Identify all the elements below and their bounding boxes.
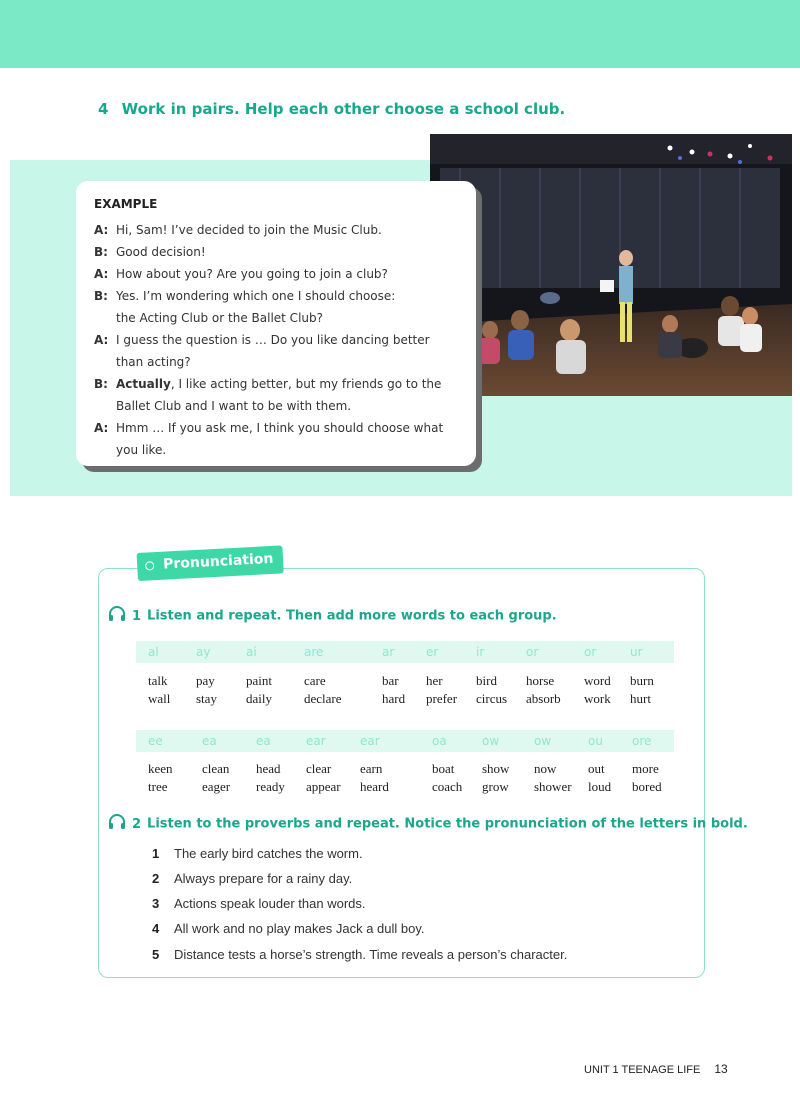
speaker-label: B: bbox=[94, 289, 108, 303]
task-text: Work in pairs. Help each other choose a school club. bbox=[121, 100, 566, 118]
exercise-instruction: Listen and repeat. Then add more words to each group. bbox=[147, 608, 557, 624]
headphones-icon[interactable] bbox=[108, 606, 126, 626]
dialogue-text: Good decision! bbox=[116, 245, 206, 259]
speaker-label: B: bbox=[94, 377, 108, 391]
proverb-text: All work and no play makes Jack a dull boy. bbox=[174, 921, 425, 936]
sound-header-row bbox=[136, 641, 674, 663]
proverb-text: Actions speak louder than words. bbox=[174, 896, 366, 911]
exercise-1-heading bbox=[108, 606, 557, 626]
speaker-label: A: bbox=[94, 267, 109, 281]
word-cell: bar bbox=[382, 673, 399, 688]
sound-cell: ur bbox=[630, 645, 643, 659]
word-cell: bored bbox=[632, 779, 662, 794]
drama-class-photo bbox=[430, 134, 792, 396]
exercise-number: 1 bbox=[132, 608, 142, 624]
sound-cell: ear bbox=[360, 734, 380, 748]
sound-cell: ow bbox=[534, 734, 552, 748]
bold-word: Actually bbox=[116, 377, 171, 391]
headphones-icon[interactable] bbox=[108, 814, 126, 834]
unit-title: UNIT 1 TEENAGE LIFE bbox=[584, 1064, 701, 1076]
word-cell: boat bbox=[432, 761, 455, 776]
example-card bbox=[76, 181, 476, 466]
proverb-text: The early bird catches the worm. bbox=[174, 846, 363, 861]
exercise-instruction: Listen to the proverbs and repeat. Notice the pronunciation of the letters in bold. bbox=[147, 816, 748, 832]
circle-icon bbox=[145, 561, 154, 570]
speaker-label: A: bbox=[94, 223, 109, 237]
sound-cell: al bbox=[148, 645, 159, 659]
speaker-label: A: bbox=[94, 333, 109, 347]
dialogue-continuation: you like. bbox=[116, 443, 167, 457]
word-cell: prefer bbox=[426, 691, 458, 706]
dialogue-line bbox=[94, 417, 443, 461]
proverb-number: 4 bbox=[152, 921, 160, 936]
word-cell: declare bbox=[304, 691, 342, 706]
dialogue-line bbox=[94, 241, 206, 263]
sound-cell: ear bbox=[306, 734, 326, 748]
word-cell: work bbox=[584, 691, 611, 706]
word-cell: ready bbox=[256, 779, 285, 794]
word-cell: hard bbox=[382, 691, 406, 706]
word-cell: talk bbox=[148, 673, 168, 688]
word-cell: keen bbox=[148, 761, 173, 776]
dialogue-text: Hmm … If you ask me, I think you should choose what bbox=[116, 421, 444, 435]
word-cell: word bbox=[584, 673, 611, 688]
sound-cell: ea bbox=[256, 734, 271, 748]
sound-cell: ay bbox=[196, 645, 211, 659]
proverb-text: Always prepare for a rainy day. bbox=[174, 871, 353, 886]
sound-cell: er bbox=[426, 645, 439, 659]
word-row bbox=[136, 761, 674, 779]
word-cell: bird bbox=[476, 673, 497, 688]
sound-cell: ar bbox=[382, 645, 395, 659]
proverb-number: 1 bbox=[152, 846, 160, 861]
sound-cell: ow bbox=[482, 734, 500, 748]
word-cell: appear bbox=[306, 779, 341, 794]
word-cell: clear bbox=[306, 761, 332, 776]
proverb-number: 2 bbox=[152, 871, 160, 886]
word-cell: more bbox=[632, 761, 659, 776]
word-cell: shower bbox=[534, 779, 572, 794]
word-cell: show bbox=[482, 761, 510, 776]
word-cell: eager bbox=[202, 779, 231, 794]
word-row bbox=[136, 691, 674, 709]
dialogue-line bbox=[94, 285, 395, 329]
task-number: 4 bbox=[98, 100, 109, 118]
word-cell: tree bbox=[148, 779, 168, 794]
word-cell: clean bbox=[202, 761, 230, 776]
word-cell: pay bbox=[196, 673, 215, 688]
speaker-label: B: bbox=[94, 245, 108, 259]
word-cell: her bbox=[426, 673, 443, 688]
pronunciation-label-text: Pronunciation bbox=[162, 550, 274, 573]
dialogue-continuation: Ballet Club and I want to be with them. bbox=[116, 399, 352, 413]
dialogue-line bbox=[94, 329, 430, 373]
sound-cell: ea bbox=[202, 734, 217, 748]
word-cell: wall bbox=[148, 691, 171, 706]
sound-cell: ou bbox=[588, 734, 603, 748]
proverb-item bbox=[152, 921, 425, 936]
exercise-2-heading bbox=[108, 814, 748, 834]
word-row bbox=[136, 673, 674, 691]
dialogue-continuation: than acting? bbox=[116, 355, 191, 369]
word-cell: horse bbox=[526, 673, 555, 688]
exercise-number: 2 bbox=[132, 816, 142, 832]
dialogue-text: Hi, Sam! I’ve decided to join the Music Club. bbox=[116, 223, 382, 237]
sound-cell: or bbox=[584, 645, 597, 659]
proverb-item bbox=[152, 947, 567, 962]
word-row bbox=[136, 779, 674, 797]
word-cell: hurt bbox=[630, 691, 651, 706]
task-heading bbox=[98, 100, 565, 118]
sound-header-row bbox=[136, 730, 674, 752]
proverb-number: 5 bbox=[152, 947, 160, 962]
word-cell: head bbox=[256, 761, 281, 776]
word-cell: out bbox=[588, 761, 605, 776]
proverb-item bbox=[152, 846, 363, 861]
word-cell: circus bbox=[476, 691, 508, 706]
dialogue-text: How about you? Are you going to join a club? bbox=[116, 267, 388, 281]
dialogue-line bbox=[94, 263, 388, 285]
sound-cell: ore bbox=[632, 734, 652, 748]
proverb-number: 3 bbox=[152, 896, 160, 911]
word-cell: daily bbox=[246, 691, 272, 706]
sound-cell: oa bbox=[432, 734, 447, 748]
word-cell: now bbox=[534, 761, 557, 776]
word-cell: paint bbox=[246, 673, 272, 688]
proverb-item bbox=[152, 896, 366, 911]
word-cell: absorb bbox=[526, 691, 561, 706]
sound-cell: are bbox=[304, 645, 324, 659]
page-number: 13 bbox=[714, 1062, 728, 1076]
dialogue-text: , I like acting better, but my friends go to the bbox=[170, 377, 442, 391]
word-cell: heard bbox=[360, 779, 389, 794]
dialogue-text: I guess the question is … Do you like dancing better bbox=[116, 333, 430, 347]
page-footer bbox=[584, 1062, 728, 1076]
example-title: EXAMPLE bbox=[94, 197, 158, 211]
sound-cell: or bbox=[526, 645, 539, 659]
sound-cell: ee bbox=[148, 734, 163, 748]
dialogue-line bbox=[94, 219, 382, 241]
dialogue-text: Yes. I’m wondering which one I should choose: bbox=[116, 289, 396, 303]
word-cell: care bbox=[304, 673, 326, 688]
word-cell: earn bbox=[360, 761, 383, 776]
proverb-item bbox=[152, 871, 352, 886]
dialogue-continuation: the Acting Club or the Ballet Club? bbox=[116, 311, 323, 325]
proverb-text: Distance tests a horse’s strength. Time reveals a person’s character. bbox=[174, 947, 568, 962]
top-color-band bbox=[0, 0, 800, 68]
word-cell: coach bbox=[432, 779, 463, 794]
sound-cell: ir bbox=[476, 645, 485, 659]
speaker-label: A: bbox=[94, 421, 109, 435]
word-cell: grow bbox=[482, 779, 509, 794]
word-cell: stay bbox=[196, 691, 217, 706]
dialogue-line bbox=[94, 373, 441, 417]
sound-cell: ai bbox=[246, 645, 257, 659]
word-cell: burn bbox=[630, 673, 654, 688]
word-cell: loud bbox=[588, 779, 612, 794]
